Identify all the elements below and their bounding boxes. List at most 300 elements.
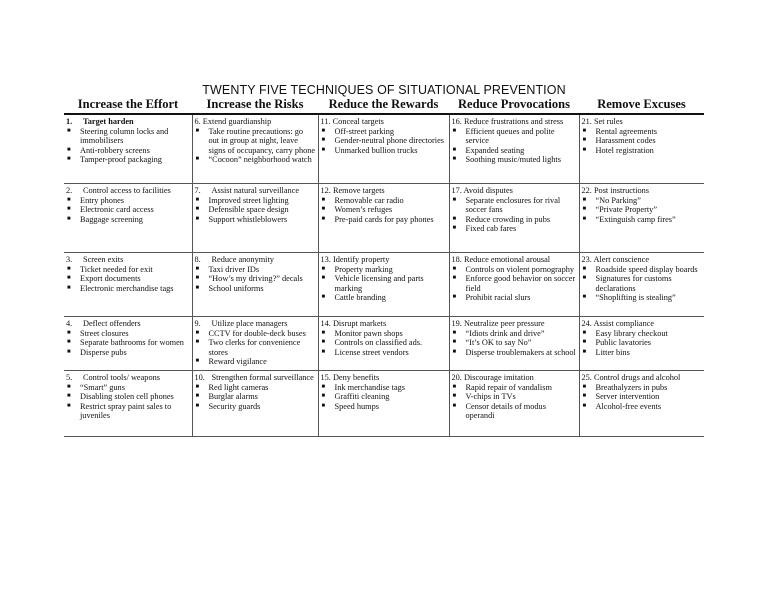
technique-cell (318, 370, 449, 436)
bullet-text: Reward vigilance (208, 357, 267, 367)
technique-cell (192, 114, 318, 184)
table-row (64, 253, 704, 317)
technique-cell (579, 370, 704, 436)
bullet-icon: ■ (582, 215, 587, 222)
technique-title: Target harden (83, 117, 134, 126)
bullet-text: Tamper-proof packaging (80, 155, 162, 165)
technique-number: 8. (194, 255, 201, 264)
bullet-text: “It’s OK to say No” (465, 338, 532, 348)
technique-heading (66, 117, 190, 127)
bullet-item (195, 383, 316, 393)
technique-title: 25. Control drugs and alcohol (581, 372, 681, 382)
technique-cell (579, 114, 704, 184)
bullet-text: Ink merchandise tags (334, 382, 405, 392)
bullet-text: Take routine precautions: go out in group at night, leave signs of occupancy, carry phone (208, 126, 316, 155)
technique-cell (318, 317, 449, 371)
bullet-text: Rapid repair of vandalism (465, 382, 552, 392)
bullet-item (66, 274, 190, 284)
bullet-icon: ■ (452, 329, 457, 336)
bullet-text: Vehicle licensing and parts marking (334, 274, 424, 293)
bullet-icon: ■ (195, 402, 200, 409)
bullet-text: Breathalyzers in pubs (595, 382, 668, 392)
technique-title: 12. Remove targets (320, 186, 385, 195)
bullet-icon: ■ (582, 146, 587, 153)
technique-cell (192, 370, 318, 436)
bullet-item (582, 329, 703, 339)
bullet-icon: ■ (452, 265, 457, 272)
bullet-icon: ■ (452, 402, 457, 409)
bullet-item (582, 265, 703, 275)
bullet-icon: ■ (67, 329, 71, 336)
technique-number: 1. (66, 117, 73, 126)
bullet-icon: ■ (452, 294, 457, 301)
bullet-text: Soothing music/muted lights (465, 155, 561, 165)
bullet-text: “Smart” guns (80, 382, 125, 392)
bullet-text: Removable car radio (334, 195, 404, 205)
bullet-text: Enforce good behavior on soccer field (465, 274, 576, 293)
bullet-item (66, 196, 190, 206)
bullet-text: “No Parking” (595, 195, 641, 205)
technique-cell (579, 253, 704, 317)
bullet-text: Signatures for customs declarations (595, 274, 672, 293)
bullet-text: Hotel registration (595, 145, 654, 155)
bullet-icon: ■ (582, 127, 587, 134)
bullet-text: Baggage screening (80, 214, 143, 224)
bullet-icon: ■ (452, 339, 457, 346)
bullet-item (66, 155, 190, 165)
technique-title: 14. Disrupt markets (320, 319, 387, 328)
bullet-text: Anti-robbery screens (80, 145, 150, 155)
bullet-text: Graffiti cleaning (334, 392, 390, 402)
table-row (64, 114, 704, 184)
bullet-text: Controls on violent pornography (465, 264, 575, 274)
bullet-item (321, 127, 447, 137)
bullet-item (66, 392, 190, 402)
technique-title: Reduce anonymity (211, 255, 274, 264)
technique-heading (452, 186, 577, 196)
bullet-icon: ■ (452, 146, 457, 153)
bullet-icon: ■ (67, 215, 71, 222)
bullet-item (195, 265, 316, 275)
technique-cell (449, 253, 579, 317)
bullet-text: Street closures (80, 328, 129, 338)
bullet-item (195, 127, 316, 156)
bullet-icon: ■ (321, 146, 326, 153)
bullet-text: Monitor pawn shops (334, 328, 403, 338)
bullet-icon: ■ (452, 348, 457, 355)
bullet-text: Alcohol-free events (595, 401, 662, 411)
bullet-icon: ■ (67, 339, 71, 346)
bullet-icon: ■ (582, 137, 587, 144)
bullet-text: Expanded seating (465, 145, 525, 155)
bullet-icon: ■ (582, 339, 587, 346)
technique-cell (64, 253, 192, 317)
bullet-text: Women’s refuges (334, 205, 393, 215)
bullet-text: Ticket needed for exit (80, 264, 153, 274)
technique-heading (66, 186, 190, 196)
bullet-text: Separate enclosures for rival soccer fans (465, 195, 561, 215)
bullet-icon: ■ (582, 206, 587, 213)
bullet-item (66, 215, 190, 225)
technique-heading (195, 373, 316, 383)
technique-cell (192, 184, 318, 253)
bullet-text: Security guards (208, 401, 261, 411)
bullet-icon: ■ (452, 383, 457, 390)
bullet-text: Controls on classified ads. (334, 338, 423, 348)
technique-title: 22. Post instructions (581, 186, 650, 195)
technique-number: 10. (194, 372, 205, 382)
technique-heading (321, 255, 447, 265)
table-row (64, 317, 704, 371)
bullet-icon: ■ (195, 383, 200, 390)
technique-title: 20. Discourage imitation (451, 372, 534, 382)
bullet-item (582, 205, 703, 215)
bullet-icon: ■ (67, 393, 71, 400)
bullet-text: “Shoplifting is stealing” (595, 293, 676, 303)
bullet-item (321, 348, 447, 358)
technique-heading (582, 319, 703, 329)
bullet-item (195, 284, 316, 294)
bullet-item (452, 348, 577, 358)
bullet-icon: ■ (452, 225, 457, 232)
bullet-item (582, 392, 703, 402)
technique-title: 13. Identify property (320, 255, 390, 264)
bullet-text: Support whistleblowers (208, 214, 288, 224)
bullet-item (321, 402, 447, 412)
bullet-text: Unmarked bullion trucks (334, 145, 418, 155)
bullet-icon: ■ (195, 275, 200, 282)
bullet-text: Roadside speed display boards (595, 264, 698, 274)
technique-cell (449, 317, 579, 371)
bullet-text: Taxi driver IDs (208, 264, 260, 274)
technique-cell (449, 184, 579, 253)
bullet-icon: ■ (582, 294, 587, 301)
bullet-item (66, 127, 190, 146)
bullet-text: Gender-neutral phone directories (334, 136, 444, 146)
bullet-item (452, 265, 577, 275)
bullet-icon: ■ (67, 156, 71, 163)
bullet-icon: ■ (195, 358, 200, 365)
bullet-item (195, 196, 316, 206)
bullet-icon: ■ (195, 265, 200, 272)
bullet-item (195, 205, 316, 215)
header-row (64, 97, 704, 114)
technique-cell (579, 184, 704, 253)
bullet-text: Red light cameras (208, 382, 269, 392)
bullet-icon: ■ (321, 402, 326, 409)
bullet-icon: ■ (195, 215, 200, 222)
technique-number: 5. (66, 372, 73, 382)
bullet-icon: ■ (67, 206, 71, 213)
technique-heading (321, 117, 447, 127)
technique-title: 23. Alert conscience (581, 255, 650, 264)
techniques-table (64, 97, 704, 437)
bullet-item (582, 215, 703, 225)
technique-heading (195, 117, 316, 127)
bullet-icon: ■ (452, 275, 457, 282)
bullet-item (582, 383, 703, 393)
bullet-icon: ■ (321, 383, 326, 390)
bullet-item (195, 392, 316, 402)
bullet-icon: ■ (67, 275, 71, 282)
technique-cell (318, 184, 449, 253)
bullet-item (582, 348, 703, 358)
bullet-text: Pre-paid cards for pay phones (334, 214, 434, 224)
column-header: Reduce Provocations (449, 97, 579, 114)
bullet-icon: ■ (195, 329, 200, 336)
bullet-text: Efficient queues and polite service (465, 126, 555, 146)
bullet-icon: ■ (321, 339, 326, 346)
technique-heading (66, 255, 190, 265)
technique-cell (192, 317, 318, 371)
bullet-text: Litter bins (595, 347, 630, 357)
bullet-item (452, 274, 577, 293)
bullet-item (66, 338, 190, 348)
bullet-icon: ■ (582, 402, 587, 409)
bullet-text: Off-street parking (334, 126, 395, 136)
technique-cell (64, 370, 192, 436)
technique-title: Deflect offenders (83, 319, 141, 328)
bullet-icon: ■ (321, 265, 326, 272)
technique-heading (582, 117, 703, 127)
bullet-item (452, 215, 577, 225)
technique-heading (452, 117, 577, 127)
bullet-item (195, 329, 316, 339)
bullet-text: Easy library checkout (595, 328, 668, 338)
technique-title: Screen exits (83, 255, 124, 264)
bullet-text: Public lavatories (595, 338, 652, 348)
bullet-icon: ■ (452, 127, 457, 134)
bullet-item (195, 357, 316, 367)
bullet-icon: ■ (67, 348, 71, 355)
bullet-icon: ■ (452, 196, 457, 203)
bullet-icon: ■ (195, 196, 200, 203)
bullet-text: Server intervention (595, 392, 660, 402)
technique-title: Utilize place managers (211, 319, 288, 328)
bullet-item (582, 127, 703, 137)
bullet-item (66, 402, 190, 421)
table-body (64, 114, 704, 436)
bullet-text: Speed humps (334, 401, 379, 411)
technique-cell (579, 317, 704, 371)
bullet-text: Burglar alarms (208, 392, 258, 402)
technique-cell (318, 253, 449, 317)
technique-heading (582, 255, 703, 265)
bullet-icon: ■ (195, 284, 200, 291)
technique-heading (582, 186, 703, 196)
bullet-item (321, 392, 447, 402)
bullet-icon: ■ (67, 196, 71, 203)
column-header: Increase the Effort (64, 97, 192, 114)
technique-heading (195, 255, 316, 265)
technique-number: 3. (66, 255, 73, 264)
bullet-text: Electronic merchandise tags (80, 283, 174, 293)
bullet-icon: ■ (321, 215, 326, 222)
bullet-text: Reduce crowding in pubs (465, 214, 551, 224)
bullet-icon: ■ (582, 275, 587, 282)
bullet-item (321, 274, 447, 293)
bullet-item (452, 402, 577, 421)
bullet-text: Rental agreements (595, 126, 658, 136)
bullet-item (452, 155, 577, 165)
bullet-icon: ■ (452, 393, 457, 400)
bullet-text: Electronic card access (80, 205, 154, 215)
bullet-icon: ■ (67, 265, 71, 272)
bullet-item (195, 402, 316, 412)
technique-heading (66, 373, 190, 383)
bullet-text: Steering column locks and immobilisers (80, 126, 169, 146)
table-row (64, 184, 704, 253)
bullet-item (452, 392, 577, 402)
bullet-icon: ■ (321, 294, 326, 301)
bullet-item (195, 215, 316, 225)
bullet-icon: ■ (321, 329, 326, 336)
column-header: Remove Excuses (579, 97, 704, 114)
bullet-item (321, 215, 447, 225)
page-title: TWENTY FIVE TECHNIQUES OF SITUATIONAL PREVENTION (202, 83, 566, 97)
technique-heading (195, 186, 316, 196)
bullet-icon: ■ (452, 156, 457, 163)
bullet-text: CCTV for double-deck buses (208, 328, 306, 338)
technique-cell (64, 114, 192, 184)
technique-title: Control access to facilities (83, 186, 171, 195)
technique-heading (321, 373, 447, 383)
bullet-icon: ■ (67, 383, 71, 390)
bullet-item (452, 196, 577, 215)
bullet-item (321, 329, 447, 339)
bullet-text: V-chips in TVs (465, 392, 516, 402)
bullet-text: Disabling stolen cell phones (80, 392, 174, 402)
bullet-item (66, 265, 190, 275)
bullet-item (321, 293, 447, 303)
bullet-item (321, 383, 447, 393)
bullet-item (321, 205, 447, 215)
bullet-text: License street vendors (334, 347, 409, 357)
bullet-item (452, 383, 577, 393)
bullet-text: School uniforms (208, 283, 264, 293)
technique-cell (318, 114, 449, 184)
bullet-icon: ■ (195, 127, 200, 134)
bullet-icon: ■ (195, 393, 200, 400)
technique-number: 9. (194, 319, 201, 328)
bullet-item (195, 155, 316, 165)
bullet-item (452, 338, 577, 348)
technique-number: 2. (66, 186, 73, 195)
bullet-text: Entry phones (80, 195, 125, 205)
bullet-icon: ■ (582, 383, 587, 390)
bullet-item (321, 136, 447, 146)
technique-cell (449, 370, 579, 436)
bullet-item (582, 136, 703, 146)
bullet-text: “Idiots drink and drive” (465, 328, 545, 338)
bullet-item (66, 284, 190, 294)
bullet-item (582, 402, 703, 412)
bullet-text: Disperse pubs (80, 347, 127, 357)
technique-title: 18. Reduce emotional arousal (451, 255, 551, 264)
technique-title: 17. Avoid disputes (451, 186, 513, 195)
technique-heading (452, 319, 577, 329)
bullet-item (452, 329, 577, 339)
bullet-icon: ■ (582, 393, 587, 400)
bullet-text: Property marking (334, 264, 393, 274)
bullet-item (582, 274, 703, 293)
technique-heading (452, 255, 577, 265)
bullet-icon: ■ (321, 206, 326, 213)
bullet-item (321, 265, 447, 275)
bullet-icon: ■ (321, 348, 326, 355)
bullet-text: “Extinguish camp fires” (595, 214, 676, 224)
bullet-item (321, 146, 447, 156)
bullet-text: Harassment codes (595, 136, 656, 146)
bullet-item (195, 338, 316, 357)
bullet-icon: ■ (321, 275, 326, 282)
bullet-text: Separate bathrooms for women (80, 338, 184, 348)
bullet-icon: ■ (67, 146, 71, 153)
bullet-text: Two clerks for convenience stores (208, 338, 301, 357)
bullet-item (452, 224, 577, 234)
technique-cell (64, 317, 192, 371)
bullet-item (66, 205, 190, 215)
bullet-text: Disperse troublemakers at school (465, 347, 576, 357)
technique-title: 15. Deny benefits (320, 372, 380, 382)
bullet-icon: ■ (321, 127, 326, 134)
bullet-item (582, 338, 703, 348)
bullet-text: “Private Property” (595, 205, 658, 215)
column-header: Increase the Risks (192, 97, 318, 114)
technique-heading (582, 373, 703, 383)
bullet-text: Improved street lighting (208, 195, 289, 205)
bullet-icon: ■ (321, 137, 326, 144)
technique-heading (452, 373, 577, 383)
bullet-text: Prohibit racial slurs (465, 293, 531, 303)
technique-heading (321, 186, 447, 196)
bullet-icon: ■ (582, 265, 587, 272)
technique-title: Strengthen formal surveillance (211, 372, 314, 382)
bullet-icon: ■ (195, 339, 200, 346)
bullet-item (452, 146, 577, 156)
bullet-text: Export documents (80, 274, 141, 284)
bullet-icon: ■ (582, 329, 587, 336)
bullet-text: Cattle branding (334, 293, 386, 303)
technique-heading (66, 319, 190, 329)
bullet-item (66, 348, 190, 358)
bullet-icon: ■ (582, 348, 587, 355)
bullet-item (66, 329, 190, 339)
bullet-item (321, 338, 447, 348)
technique-cell (449, 114, 579, 184)
bullet-item (452, 293, 577, 303)
bullet-icon: ■ (452, 215, 457, 222)
bullet-text: Restrict spray paint sales to juveniles (80, 401, 172, 421)
technique-heading (321, 319, 447, 329)
technique-title: 6. Extend guardianship (194, 117, 272, 126)
bullet-icon: ■ (195, 206, 200, 213)
column-header: Reduce the Rewards (318, 97, 449, 114)
bullet-item (66, 146, 190, 156)
bullet-item (582, 146, 703, 156)
bullet-text: “How’s my driving?” decals (208, 274, 303, 284)
bullet-icon: ■ (195, 156, 200, 163)
bullet-icon: ■ (67, 284, 71, 291)
bullet-text: “Cocoon” neighborhood watch (208, 155, 312, 165)
bullet-item (195, 274, 316, 284)
technique-title: 11. Conceal targets (320, 117, 384, 126)
technique-number: 4. (66, 319, 73, 328)
bullet-text: Fixed cab fares (465, 224, 517, 234)
bullet-item (321, 196, 447, 206)
technique-title: Control tools/ weapons (83, 372, 160, 382)
bullet-icon: ■ (67, 127, 71, 134)
